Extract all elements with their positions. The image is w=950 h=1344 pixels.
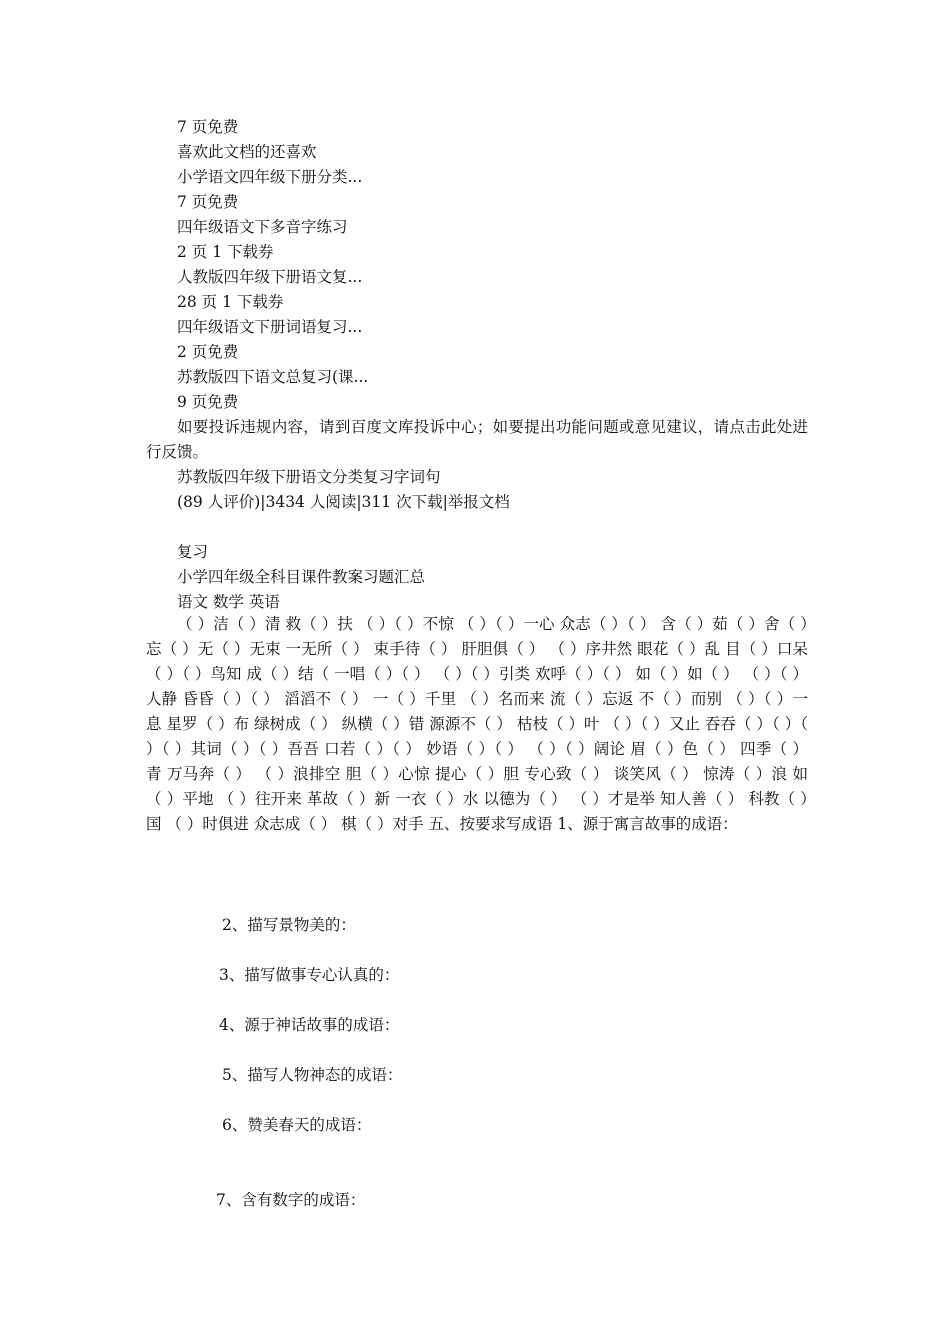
document-stats[interactable]: (89 人评价)|3434 人阅读|311 次下载|举报文档 [177,493,510,511]
related-item-title[interactable]: 人教版四年级下册语文复... [177,268,363,286]
document-title: 苏教版四年级下册语文分类复习字词句 [177,468,441,486]
section-title: 复习 [177,543,209,561]
subject-links[interactable]: 语文 数学 英语 [177,593,280,611]
related-heading: 喜欢此文档的还喜欢 [177,143,317,161]
related-item-title[interactable]: 小学语文四年级下册分类... [177,168,363,186]
related-item-pages: 9 页免费 [177,393,239,411]
related-item-title[interactable]: 四年级语文下多音字练习 [177,218,348,236]
related-item-pages: 2 页免费 [177,343,239,361]
related-item-pages: 2 页 1 下载券 [177,243,274,261]
collection-title: 小学四年级全科目课件教案习题汇总 [177,568,426,586]
related-item-pages: 28 页 1 下载券 [177,293,284,311]
related-item-title[interactable]: 四年级语文下册词语复习... [177,318,363,336]
question-2: 2、描写景物美的： [222,916,356,934]
idiom-fill-exercise: （ ）洁（ ）清 救（ ）扶 （ ）（ ）不惊 （ ）（ ）一心 众志（ ）（ ） 含（ ）茹（ ）舍（ ）忘（ ）无（ ）无束 一无所（ ） 束手待（ ） 肝胆俱（ ） （ ）序井然 眼花（ ）乱 目（ ）口呆 （ ）（ ）鸟知 成（ ）结（ 一唱（ ）（ ） （ ）（ ）引类 欢呼（ ）（ ） 如（ ）如（ ） （ ）（ ）人静 昏昏（ ）（ ） 滔滔不（ ） 一（ ）千里 （ ）名而来 流（ ）忘返 不（ ）而别 （ ）（ ）一息 星罗（ ）布 绿树成（ ） 纵横（ ）错 源源不（ ） 枯枝（ ）叶 （ ）（ ）又止 吞吞（ ）（ ）（ ）（ ）其词（ ）（ ）吾吾 口若（ ）（ ） 妙语（ ）（ ） （ ）（ ）阔论 眉（ ）色（ ） 四季（ ）青 万马奔（ ） （ ）浪排空 胆（ ）心惊 提心（ ）胆 专心致（ ） 谈笑风（ ） 惊涛（ ）浪 如（ ）平地 （ ）往开来 革故（ ）新 一衣（ ）水 以德为（ ） （ ）才是举 知人善（ ） 科教（ ）国 （ ）时俱进 众志成（ ） 棋（ ）对手 五、按要求写成语 1、源于寓言故事的成语： [146,615,808,833]
question-4: 4、源于神话故事的成语： [219,1016,400,1034]
question-7: 7、含有数字的成语： [216,1191,366,1209]
related-item-title[interactable]: 苏教版四下语文总复习(课... [177,368,369,386]
related-item-pages: 7 页免费 [177,193,239,211]
question-3: 3、描写做事专心认真的： [219,966,400,984]
feedback-notice[interactable]: 如要投诉违规内容，请到百度文库投诉中心；如要提出功能问题或意见建议，请点击此处进行反馈。 [146,418,808,461]
question-5: 5、描写人物神态的成语： [222,1066,403,1084]
question-6: 6、赞美春天的成语： [222,1116,372,1134]
related-item-pages: 7 页免费 [177,118,239,136]
